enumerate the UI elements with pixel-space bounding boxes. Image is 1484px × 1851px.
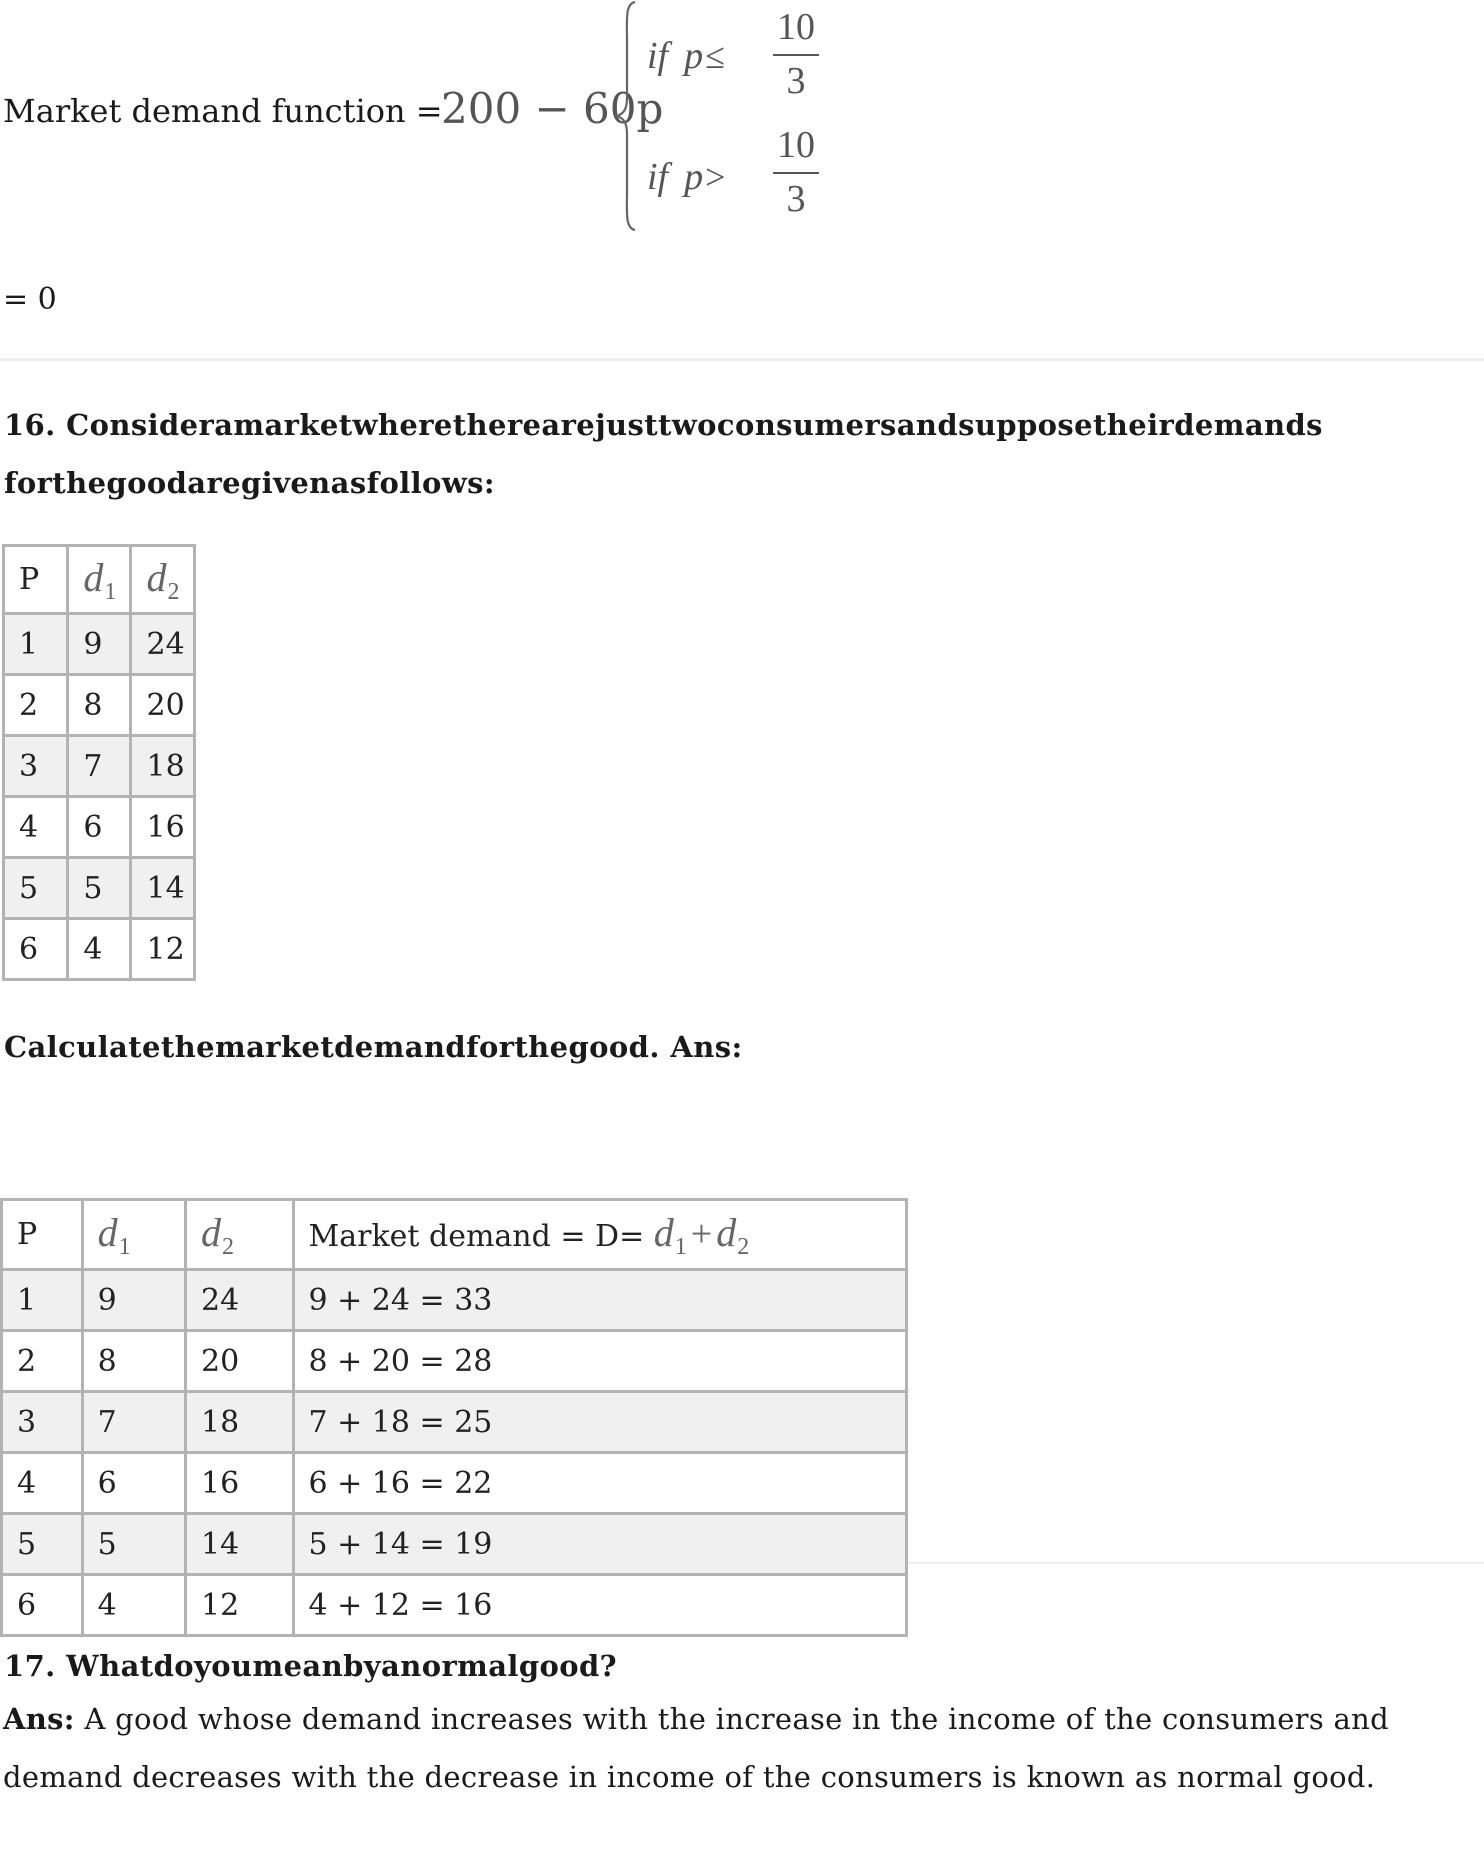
header-d1: $d_1$	[68, 546, 131, 614]
header-market-demand: Market demand = $D= d_1 + d_2$	[293, 1200, 906, 1270]
header-p: P	[2, 1200, 83, 1270]
answer-label: Ans:	[3, 1702, 75, 1736]
table-row: 3 7 18 7 + 18 = 25	[2, 1392, 907, 1453]
divider	[0, 358, 1484, 361]
case-1: if p≤	[647, 35, 725, 77]
demand-table	[2, 544, 196, 981]
market-demand-formula	[3, 0, 903, 240]
table-row: 6 4 12	[4, 919, 195, 980]
table-row: 1 9 24	[4, 614, 195, 675]
question-16-line-2: forthegoodaregivenasfollows:	[4, 466, 495, 500]
table-row: 1 9 24 9 + 24 = 33	[2, 1270, 907, 1331]
market-demand-table	[0, 1198, 908, 1637]
question-17-answer	[3, 1690, 1473, 1806]
case-1-fraction: 10 3	[773, 8, 819, 100]
header-d1: $d_1$	[82, 1200, 185, 1270]
table-row: 2 8 20	[4, 675, 195, 736]
question-16-line-1: 16. Consideramarketwheretherearejusttwoconsumersandsupposetheirdemands	[4, 408, 1323, 442]
header-p: P	[4, 546, 68, 614]
table-header-row	[4, 546, 195, 614]
table-row: 5 5 14	[4, 858, 195, 919]
formula-lhs: Market demand function =	[3, 92, 443, 130]
table-row: 4 6 16 6 + 16 = 22	[2, 1453, 907, 1514]
calculate-instruction: Calculatethemarketdemandforthegood. Ans:	[4, 1030, 743, 1064]
case-2: if p>	[647, 156, 726, 198]
table-row: 2 8 20 8 + 20 = 28	[2, 1331, 907, 1392]
table-row: 4 6 16	[4, 797, 195, 858]
table-header-row	[2, 1200, 907, 1270]
header-d2: $d_2$	[186, 1200, 293, 1270]
table-row: 6 4 12 4 + 12 = 16	[2, 1575, 907, 1636]
answer-text: A good whose demand increases with the increase in the income of the consumers and demand decreases with the decrease in income of the consumers is known as normal good.	[3, 1702, 1389, 1794]
table-row: 5 5 14 5 + 14 = 19	[2, 1514, 907, 1575]
case-2-fraction: 10 3	[773, 126, 819, 218]
cases-brace	[615, 0, 639, 232]
header-d2: $d_2$	[131, 546, 195, 614]
formula-expression: 200 − 60p	[441, 84, 664, 133]
table-row: 3 7 18	[4, 736, 195, 797]
divider	[908, 1562, 1484, 1564]
question-17-title: 17. Whatdoyoumeanbyanormalgood?	[4, 1649, 618, 1683]
formula-otherwise: = 0	[3, 282, 57, 317]
